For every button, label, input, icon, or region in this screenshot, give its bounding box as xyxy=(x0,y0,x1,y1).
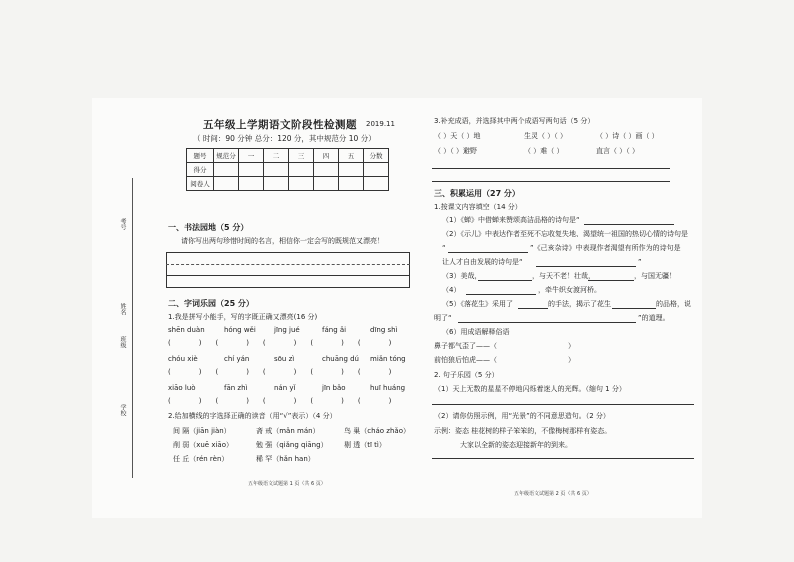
sentence-task: 示例：姿态 桂花树的样子笨笨的，不像梅树那样有姿态。 xyxy=(434,427,612,435)
page-footer-left: 五年级语文试题第 1 页（共 6 页） xyxy=(248,481,326,487)
reading-choice: 削 弱（xuē xiāo） xyxy=(173,441,233,449)
fill-blank xyxy=(466,294,536,295)
score-row-label: 阅卷人 xyxy=(187,177,214,191)
idiom: 生灵（ ）（ ） xyxy=(524,132,567,140)
binding-line xyxy=(132,178,133,478)
pinyin: chóu xiè xyxy=(168,355,198,363)
idiom: （ ）诗（ ）画（ ） xyxy=(596,132,659,140)
page-footer-right: 五年级语文试题第 2 页（共 6 页） xyxy=(514,491,592,497)
score-cell xyxy=(239,163,264,177)
fill-item: ，与天不老！壮哉， xyxy=(532,272,595,280)
fill-item: （1）《蝉》中借蝉来赞颂高洁品格的诗句是“ xyxy=(442,216,580,224)
score-header: 五 xyxy=(339,149,364,163)
pinyin: fáng ǎi xyxy=(322,326,347,334)
score-cell xyxy=(289,177,314,191)
section2-title: 二、字词乐园（25 分） xyxy=(168,299,254,308)
exam-date: 2019.11 xyxy=(366,120,395,128)
pinyin: sōu zì xyxy=(274,355,295,363)
pinyin: jīn bǎo xyxy=(322,384,346,392)
fill-item: ”的道理。 xyxy=(638,314,670,322)
idiom: （ ）难（ ） xyxy=(524,147,564,155)
fill-blank xyxy=(536,266,636,267)
fill-item: （2）《示儿》中表达作者至死不忘收复失地、渴望统一祖国的热切心情的诗句是 xyxy=(442,230,688,238)
side-label-exam-number: 考号 xyxy=(119,218,126,230)
score-header: 三 xyxy=(289,149,314,163)
fill-blank xyxy=(448,252,528,253)
fill-blank xyxy=(584,224,674,225)
score-cell xyxy=(239,177,264,191)
fill-item: （5）《落花生》采用了 xyxy=(442,300,513,308)
score-row-label: 得分 xyxy=(187,163,214,177)
fill-item: ） xyxy=(568,342,575,350)
score-cell xyxy=(339,177,364,191)
reading-choice: 斋 戒（mǎn mán） xyxy=(256,427,320,435)
fill-item: 让人才自由发展的诗句是“ xyxy=(442,258,523,266)
section3-q2: 2. 句子乐园（5 分） xyxy=(434,371,499,379)
score-cell xyxy=(214,177,239,191)
calligraphy-guide xyxy=(166,264,410,265)
fill-item: （4） xyxy=(442,286,461,294)
score-cell xyxy=(364,163,389,177)
sentence-task: （1）天上无数的星星不停地闪烁着迷人的光辉。（缩句 1 分） xyxy=(434,385,626,393)
answer-blanks: ( ) ( ) ( ) ( ) ( ) xyxy=(168,368,392,376)
calligraphy-guide xyxy=(166,275,410,276)
answer-line xyxy=(432,458,694,459)
side-label-name: 姓名 xyxy=(119,303,126,315)
reading-choice: 间 隔（jiān jiàn） xyxy=(173,427,231,435)
fill-blank xyxy=(478,280,532,281)
score-cell xyxy=(289,163,314,177)
score-header: 规范分 xyxy=(214,149,239,163)
pinyin: shēn duàn xyxy=(168,326,205,334)
fill-item: “ xyxy=(442,244,446,252)
answer-blanks: ( ) ( ) ( ) ( ) ( ) xyxy=(168,397,392,405)
score-header: 四 xyxy=(314,149,339,163)
fill-item: （3）美哉， xyxy=(442,272,482,280)
score-cell xyxy=(339,163,364,177)
exam-title: 五年级上学期语文阶段性检测题 xyxy=(203,119,357,131)
score-header: 一 xyxy=(239,149,264,163)
fill-item: （6）用成语解释俗语 xyxy=(442,328,510,336)
score-header: 二 xyxy=(264,149,289,163)
sentence-task: 大家以全新的姿态迎接新年的到来。 xyxy=(460,441,572,449)
reading-choice: 剔 透（tī tì） xyxy=(344,441,386,449)
reading-choice: 稀 罕（hǎn han） xyxy=(256,455,315,463)
fill-item: 的手法，揭示了花生 xyxy=(548,300,611,308)
fill-blank xyxy=(458,322,636,323)
score-cell xyxy=(264,177,289,191)
pinyin: chí yán xyxy=(224,355,250,363)
section3-title: 三、积累运用（27 分） xyxy=(434,189,520,198)
fill-blank xyxy=(518,308,548,309)
fill-item: 鼻子都气歪了——（ xyxy=(434,342,497,350)
idiom: （ ）天（ ）地 xyxy=(434,132,481,140)
fill-blank xyxy=(588,280,634,281)
answer-line xyxy=(432,181,670,182)
fill-item: 明了“ xyxy=(434,314,452,322)
score-table xyxy=(186,148,389,191)
fill-item: 前怕狼后怕虎——（ xyxy=(434,356,497,364)
fill-blank xyxy=(612,308,656,309)
fill-item: ”《己亥杂诗》中表现作者渴望有所作为的诗句是 xyxy=(530,244,681,252)
section1-title: 一、书法园地（5 分） xyxy=(168,223,249,232)
section2-q1: 1.我是拼写小能手，写的字既正确又漂亮(16 分) xyxy=(168,313,318,321)
reading-choice: 勉 强（qiǎng qiāng） xyxy=(256,441,328,449)
score-cell xyxy=(314,177,339,191)
pinyin: chuāng dú xyxy=(322,355,359,363)
answer-line xyxy=(432,168,670,169)
section3-q1: 1.按课文内容填空（14 分） xyxy=(434,203,522,211)
pinyin: huī huáng xyxy=(370,384,406,392)
pinyin: fān zhì xyxy=(224,384,248,392)
idiom: 直言（ ）（ ） xyxy=(596,147,639,155)
section1-instruction: 请你写出两句珍惜时间的名言，相信你一定会写的既规范又漂亮！ xyxy=(181,237,384,245)
pinyin: dīng shì xyxy=(370,326,398,334)
answer-blanks: ( ) ( ) ( ) ( ) ( ) xyxy=(168,339,392,347)
pinyin: jīng jué xyxy=(274,326,300,334)
score-header: 分数 xyxy=(364,149,389,163)
answer-line xyxy=(432,404,694,405)
fill-item: ） xyxy=(568,356,575,364)
calligraphy-box xyxy=(166,252,410,288)
idiom: （ ）（ ）避野 xyxy=(434,147,477,155)
sentence-task: （2）请你仿照示例，用“光景”的不同意思造句。（2 分） xyxy=(434,412,610,420)
pinyin: nán yǐ xyxy=(274,384,296,392)
score-cell xyxy=(264,163,289,177)
section2-q2: 2.给加横线的字选择正确的读音（用“√”表示）（4 分） xyxy=(168,412,337,420)
pinyin: miǎn tóng xyxy=(370,355,406,363)
score-header: 题号 xyxy=(187,149,214,163)
fill-item: ，牵牛织女渡河桥。 xyxy=(538,286,601,294)
fill-item: ” xyxy=(638,258,642,266)
side-label-class: 班级 xyxy=(119,336,126,348)
fill-item: 的品格，说 xyxy=(656,300,691,308)
side-label-school: 学校 xyxy=(119,404,126,416)
score-cell xyxy=(214,163,239,177)
exam-subtitle: （ 时间：90 分钟 总分：120 分，其中规范分 10 分） xyxy=(193,134,376,143)
score-cell xyxy=(364,177,389,191)
q3-prompt: 3.补充成语，并选择其中两个成语写两句话（5 分） xyxy=(434,117,595,125)
reading-choice: 任 丘（rén rèn） xyxy=(173,455,229,463)
pinyin: hóng wěi xyxy=(224,326,256,334)
score-cell xyxy=(314,163,339,177)
pinyin: xiāo luò xyxy=(168,384,196,392)
reading-choice: 鸟 巢（cháo zhǎo） xyxy=(344,427,410,435)
fill-item: ，与国无疆！ xyxy=(634,272,676,280)
